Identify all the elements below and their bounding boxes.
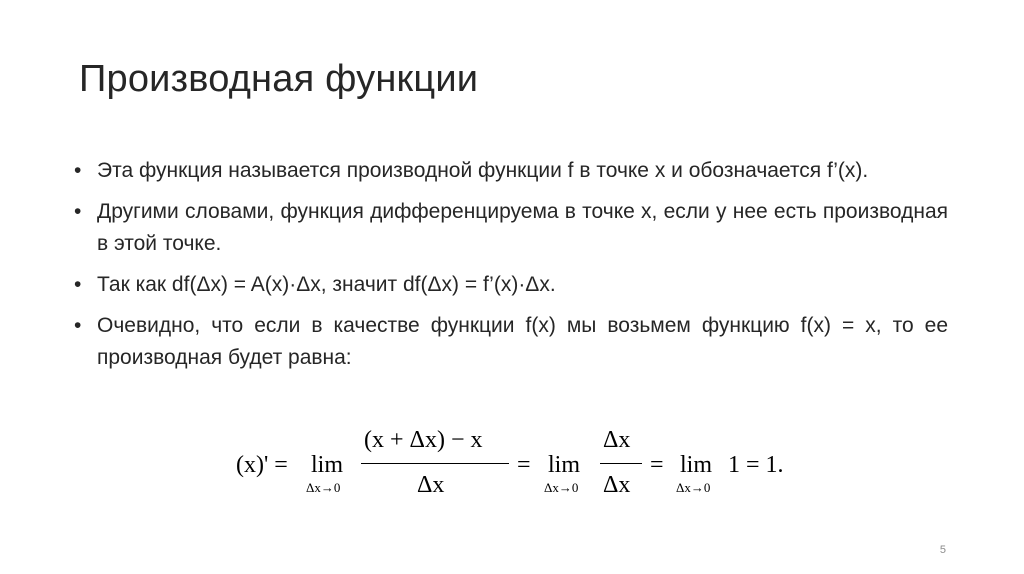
bullet-list <box>72 155 948 383</box>
fraction-1-denominator: Δx <box>417 472 445 498</box>
fraction-1-bar <box>361 463 509 464</box>
formula-limit-2-sub: Δx→0 <box>544 480 579 495</box>
fraction-1-numerator: (x + Δx) − x <box>364 427 483 453</box>
formula-limit-1-sub: Δx→0 <box>306 480 341 495</box>
formula-limit-1: lim <box>311 452 344 478</box>
bullet-icon: • <box>74 273 82 296</box>
bullet-text: Очевидно, что если в качестве функции f(x) мы возьмем функцию f(x) = x, то ее производная будет равна: <box>97 314 948 369</box>
bullet-text: Другими словами, функция дифференцируема в точке x, если у нее есть производная в этой точке. <box>97 200 948 255</box>
fraction-2-denominator: Δx <box>603 472 631 498</box>
derivative-formula <box>0 425 1024 510</box>
fraction-2-numerator: Δx <box>603 427 631 453</box>
bullet-item <box>72 269 948 301</box>
formula-result: 1 = 1. <box>728 452 784 478</box>
bullet-item <box>72 155 948 187</box>
bullet-text: Так как df(Δx) = A(x)·Δx, значит df(Δx) = f’(x)·Δx. <box>97 273 556 296</box>
bullet-text: Эта функция называется производной функции f в точке x и обозначается f’(x). <box>97 159 869 182</box>
formula-equals: = <box>517 452 531 478</box>
fraction-2-bar <box>600 463 642 464</box>
formula-limit-2: lim <box>548 452 581 478</box>
bullet-icon: • <box>74 314 82 337</box>
slide-title: Производная функции <box>79 58 479 100</box>
formula-equals: = <box>650 452 664 478</box>
formula-lhs: (x)' = <box>236 452 288 478</box>
bullet-icon: • <box>74 200 82 223</box>
bullet-icon: • <box>74 159 82 182</box>
formula-limit-3: lim <box>680 452 713 478</box>
formula-limit-3-sub: Δx→0 <box>676 480 711 495</box>
bullet-item <box>72 196 948 260</box>
page-number: 5 <box>939 544 946 556</box>
bullet-item <box>72 310 948 374</box>
